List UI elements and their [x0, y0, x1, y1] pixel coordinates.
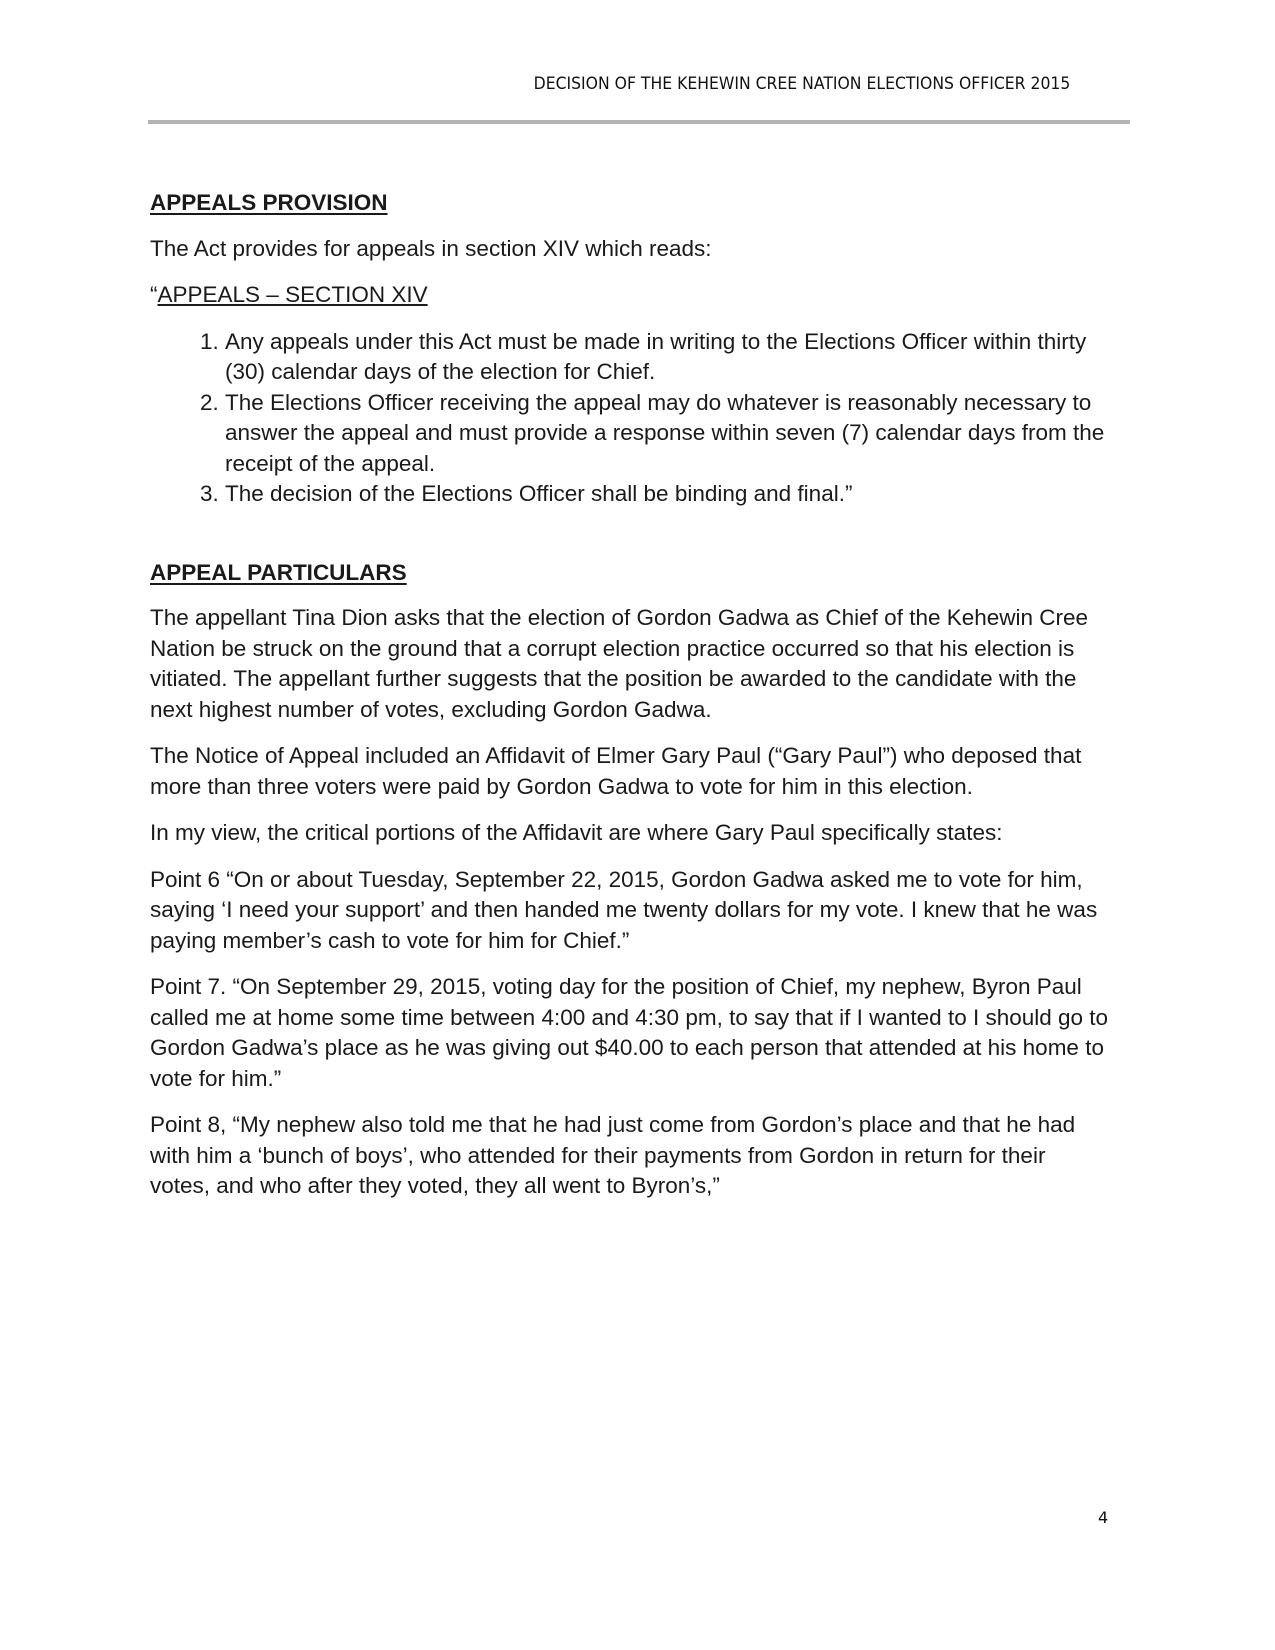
particulars-paragraph: The Notice of Appeal included an Affidavit of Elmer Gary Paul (“Gary Paul”) who deposed that more than three voters were paid by Gordon Gadwa to vote for him in this election.	[150, 743, 1082, 799]
list-item: 3. The decision of the Elections Officer shall be binding and final.”	[225, 479, 1110, 510]
section-spacer	[150, 510, 1110, 558]
page-body	[150, 188, 1110, 1218]
appeals-intro-paragraph: The Act provides for appeals in section XIV which reads:	[150, 235, 712, 261]
section-heading-appeals-provision: APPEALS PROVISION	[150, 190, 388, 215]
list-item: 1. Any appeals under this Act must be made in writing to the Elections Officer within thirty (30) calendar days of the election for Chief.	[225, 327, 1110, 388]
affidavit-point-6: Point 6 “On or about Tuesday, September 22, 2015, Gordon Gadwa asked me to vote for him, saying ‘I need your support’ and then handed me twenty dollars for my vote. I knew that he was paying member’s cash to vote for him for Chief.”	[150, 866, 1098, 953]
particulars-paragraph: The appellant Tina Dion asks that the election of Gordon Gadwa as Chief of the Kehewin Cree Nation be struck on the ground that a corrupt election practice occurred so that his election is vitiated. The appellant further suggests that the position be awarded to the candidate with the next highest number of votes, excluding Gordon Gadwa.	[150, 605, 1089, 722]
affidavit-point-7: Point 7. “On September 29, 2015, voting day for the position of Chief, my nephew, Byron Paul called me at home some time between 4:00 and 4:30 pm, to say that if I wanted to I should go to Gordon Gadwa’s place as he was giving out $40.00 to each person that attended at his home to vote for him.”	[150, 974, 1109, 1091]
header-divider	[148, 120, 1130, 124]
quoted-section-title	[150, 280, 1110, 311]
page-number: 4	[1098, 1508, 1109, 1527]
particulars-paragraph: In my view, the critical portions of the Affidavit are where Gary Paul specifically states:	[150, 820, 1003, 845]
appeals-provision-list	[150, 327, 1110, 510]
list-item: 2. The Elections Officer receiving the appeal may do whatever is reasonably necessary to answer the appeal and must provide a response within seven (7) calendar days from the receipt of the appeal.	[225, 388, 1110, 480]
section-heading-appeal-particulars: APPEAL PARTICULARS	[150, 559, 407, 585]
quoted-section-title-text: APPEALS – SECTION XIV	[157, 282, 428, 307]
running-header-title: DECISION OF THE KEHEWIN CREE NATION ELECTIONS OFFICER 2015	[533, 74, 1070, 94]
affidavit-point-8: Point 8, “My nephew also told me that he had just come from Gordon’s place and that he had with him a ‘bunch of boys’, who attended for their payments from Gordon in return for their votes, and who after they voted, they all went to Byron’s,”	[150, 1112, 1076, 1198]
open-quote-mark: “	[150, 282, 158, 307]
